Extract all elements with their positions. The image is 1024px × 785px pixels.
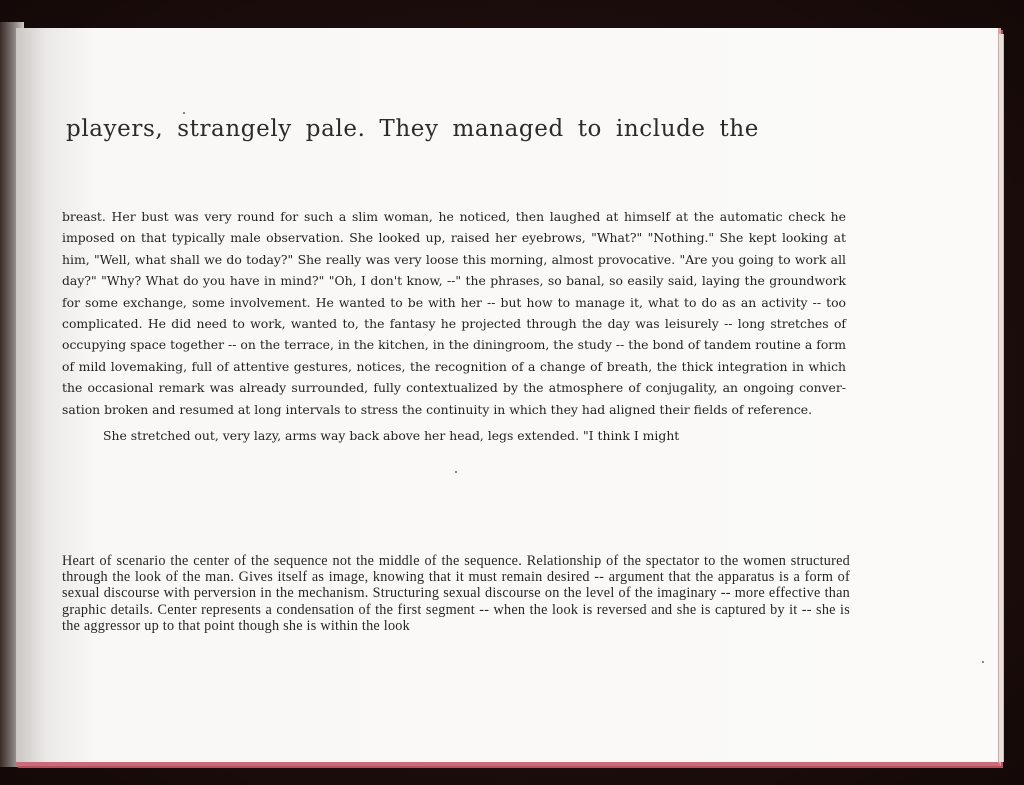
body-paragraph: She stretched out, very lazy, arms way back above her head, legs extended. "I think I might [103,428,680,444]
body-text [62,206,846,446]
paper-speck [982,661,984,663]
note-paragraph: Heart of scenario the center of the sequence not the middle of the sequence. Relationship of the spectator to the women structured through the look of the man. Gives itself as image, knowing that it must remain desired -- argument that the apparatus is a form of sexual discourse with perversion in the mechanism. Structuring sexual discourse on the level of the imaginary -- more effective than graphic details. Center represents a condensation of the first segment -- when the look is reversed and she is captured by it -- she is the aggressor up to that point though she is within the look [62,553,850,634]
page-edge [999,34,1004,762]
paper-speck [183,112,185,114]
body-paragraph: breast. Her bust was very round for such a slim woman, he noticed, then laughed at himself at the automatic check he imposed on that typically male observation. She looked up, raised her eyebrows, "What?" "Nothing." She kept looking at him, "Well, what shall we do today?" She really was very loose this morning, almost provocative. "Are you going to work all day?" "Why? What do you have in mind?" "Oh, I don't know, --" the phrases, so banal, so easily said, laying the groundwork for some exchange, some involvement. He wanted to be with her -- but how to manage it, what to do as an activity -- too complicated. He did need to work, wanted to, the fantasy he projected through the day was leisurely -- long stretches of occupying space together -- on the terrace, in the kitchen, in the diningroom, the study -- the bond of tandem routine a form of mild lovemaking, full of attentive gestures, notices, the recognition of a change of breath, the thick integration in which the occasional remark was already surrounded, fully contextualized by the atmosphere of conjugality, an ongoing conver-sation broken and resumed at long intervals to stress the continuity in which they had aligned their fields of reference. [62,209,846,417]
book-page [16,28,1001,766]
large-type-line: players, strangely pale. They managed to include the [66,116,760,142]
paper-speck [455,471,457,473]
typewriter-note [62,553,850,634]
